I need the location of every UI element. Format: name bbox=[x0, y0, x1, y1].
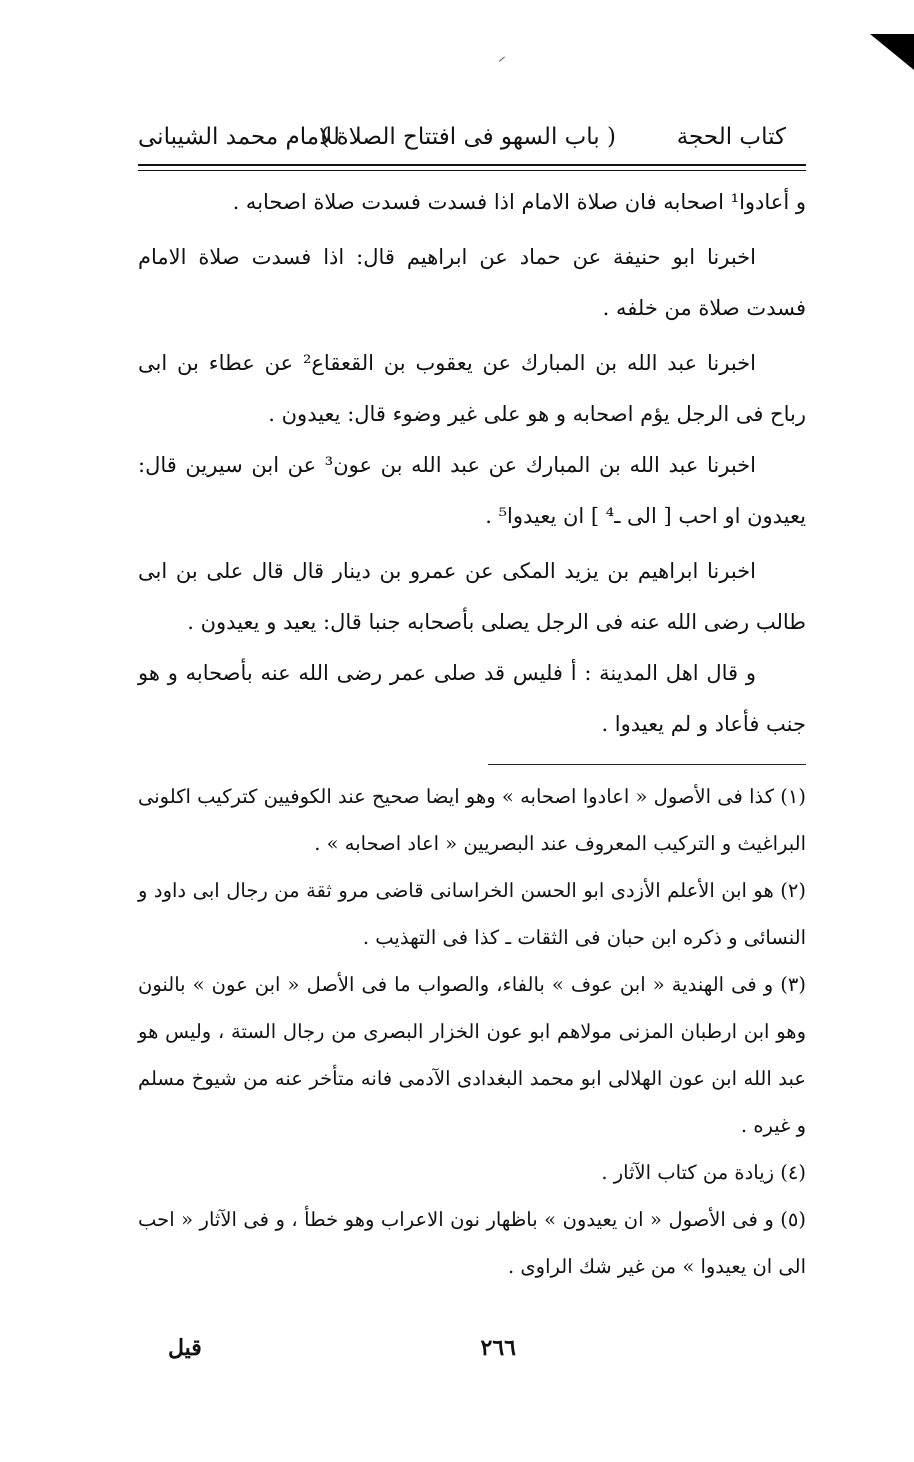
paragraph: و قال اهل المدينة : أ فليس قد صلى عمر رضى الله عنه بأصحابه و هو جنب فأعاد و لم يعيدوا . bbox=[138, 661, 806, 736]
footnote: (٥) و فى الأصول « ان يعيدون » باظهار نون الاعراب وهو خطأ ، و فى الآثار « احب الى ان يعيدوا » من غير شك الراوى . bbox=[138, 1208, 806, 1278]
document-page bbox=[138, 112, 806, 1368]
footnote: (٢) هو ابن الأعلم الأزدى ابو الحسن الخراسانى قاضى مرو ثقة من رجال ابى داود و النسائى و ذكره ابن حبان فى الثقات ـ كذا فى التهذيب . bbox=[138, 879, 806, 949]
header-author: للامام محمد الشيبانى bbox=[138, 124, 340, 150]
footnote-separator bbox=[488, 764, 806, 765]
paragraph: اخبرنا ابراهيم بن يزيد المكى عن عمرو بن دينار قال قال على بن ابى طالب رضى الله عنه فى الرجل يصلى بأصحابه جنبا قال: يعيد و يعيدون . bbox=[138, 559, 806, 634]
header-chapter-title: ( باب السهو فى افتتاح الصلاة ) bbox=[320, 124, 616, 150]
scan-speck bbox=[499, 56, 508, 65]
corner-triangle-mark bbox=[870, 32, 914, 72]
catchword: قيل bbox=[168, 1335, 202, 1361]
page-footer bbox=[138, 1328, 806, 1368]
paragraph: اخبرنا عبد الله بن المبارك عن يعقوب بن القعقاع² عن عطاء بن ابى رباح فى الرجل يؤم اصحابه و هو على غير وضوء قال: يعيدون . bbox=[138, 351, 806, 426]
header-book-title: كتاب الحجة bbox=[676, 124, 786, 150]
paragraph: و أعادوا¹ اصحابه فان صلاة الامام اذا فسدت فسدت صلاة اصحابه . bbox=[232, 190, 806, 214]
paragraph: اخبرنا ابو حنيفة عن حماد عن ابراهيم قال: اذا فسدت صلاة الامام فسدت صلاة من خلفه . bbox=[138, 245, 806, 320]
header-double-rule bbox=[138, 164, 806, 171]
footnote: (٤) زيادة من كتاب الآثار . bbox=[601, 1161, 806, 1184]
page-number: ٢٦٦ bbox=[480, 1335, 516, 1361]
footnote: (١) كذا فى الأصول « اعادوا اصحابه » وهو ايضا صحيح عند الكوفيين كتركيب اكلونى البراغيث و التركيب المعروف عند البصريين « اعاد اصحابه » . bbox=[138, 785, 806, 855]
running-header bbox=[138, 112, 806, 162]
paragraph: اخبرنا عبد الله بن المبارك عن عبد الله بن عون³ عن ابن سيرين قال: يعيدون او احب [ الى ـ⁴ ] ان يعيدوا⁵ . bbox=[138, 453, 806, 528]
main-text bbox=[138, 177, 806, 750]
footnote: (٣) و فى الهندية « ابن عوف » بالفاء، والصواب ما فى الأصل « ابن عون » بالنون وهو ابن ارطبان المزنى مولاهم ابو عون الخزار البصرى من رجال الستة ، وليس هو عبد الله ابن عون الهلالى ابو محمد البغدادى الآدمى فانه متأخر عنه من شيوخ مسلم و غيره . bbox=[138, 973, 806, 1137]
corner-triangle-icon bbox=[870, 32, 914, 72]
footnotes bbox=[138, 773, 806, 1290]
